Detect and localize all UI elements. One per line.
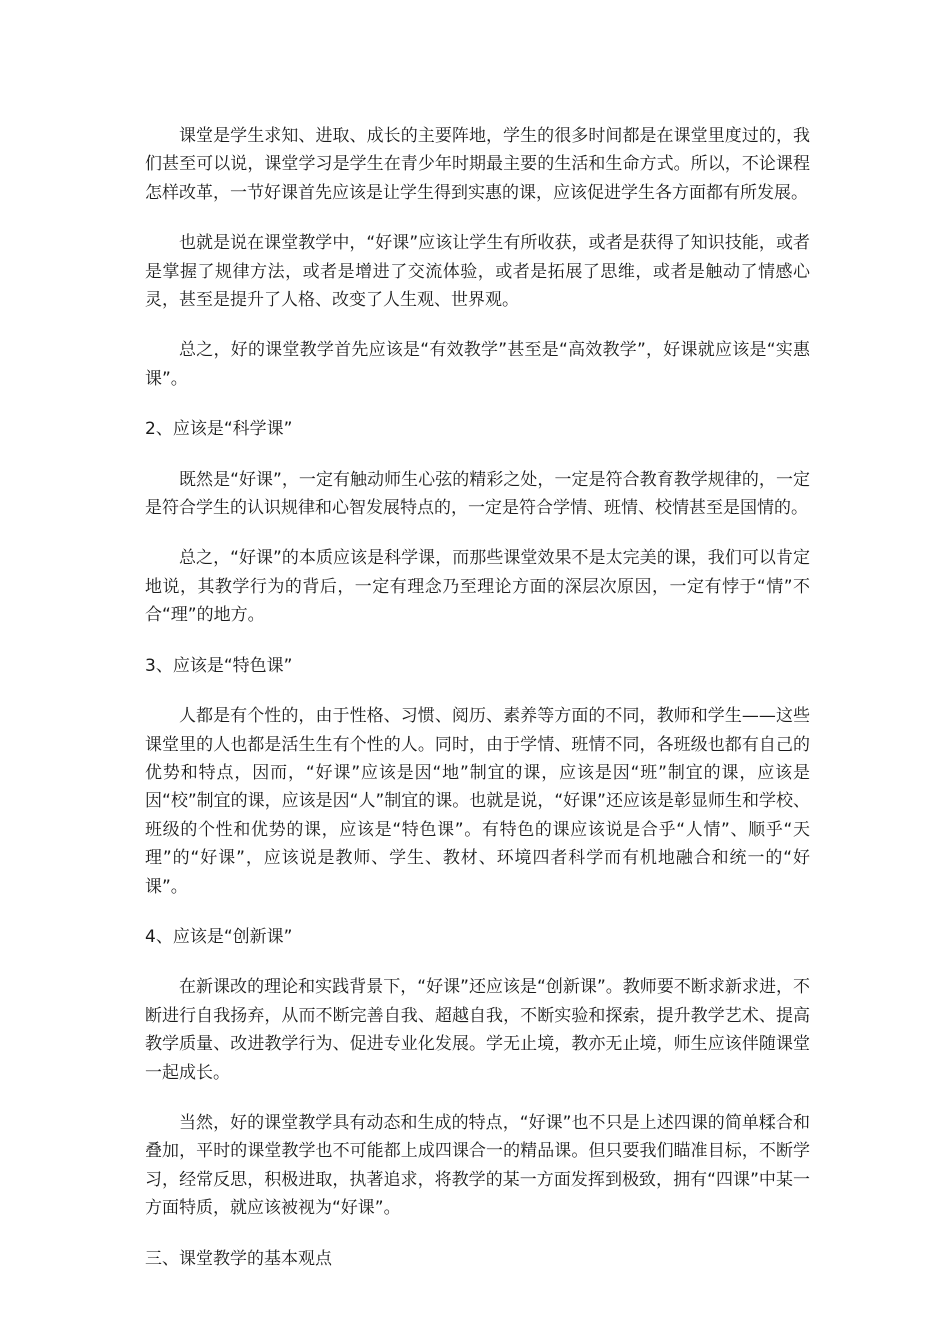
section-heading: 4、应该是“创新课” bbox=[145, 926, 293, 947]
paragraph: 既然是“好课”，一定有触动师生心弦的精彩之处，一定是符合教育教学规律的，一定是符合学生的认识规律和心智发展特点的，一定是符合学情、班情、校情甚至是国情的。 bbox=[145, 469, 810, 519]
paragraph: 人都是有个性的，由于性格、习惯、阅历、素养等方面的不同，教师和学生——这些课堂里的人也都是活生生有个性的人。同时，由于学情、班情不同，各班级也都有自己的优势和特点，因而，“好课”应该是因“地”制宜的课，应该是因“班”制宜的课，应该是因“校”制宜的课，应该是因“人”制宜的课。也就是说，“好课”还应该是彰显师生和学校、班级的个性和优势的课，应该是“特色课”。有特色的课应该说是合乎“人情”、顺乎“天理”的“好课”，应该说是教师、学生、教材、环境四者科学而有机地融合和统一的“好课”。 bbox=[145, 706, 810, 897]
section-heading: 三、课堂教学的基本观点 bbox=[145, 1248, 332, 1269]
paragraph: 也就是说在课堂教学中，“好课”应该让学生有所收获，或者是获得了知识技能，或者是掌握了规律方法，或者是增进了交流体验，或者是拓展了思维，或者是触动了情感心灵，甚至是提升了人格、改变了人生观、世界观。 bbox=[145, 233, 810, 311]
section-heading: 2、应该是“科学课” bbox=[145, 419, 293, 440]
paragraph: 总之，好的课堂教学首先应该是“有效教学”甚至是“高效教学”，好课就应该是“实惠课”。 bbox=[145, 340, 810, 389]
paragraph: 总之，“好课”的本质应该是科学课，而那些课堂效果不是太完美的课，我们可以肯定地说，其教学行为的背后，一定有理念乃至理论方面的深层次原因，一定有悖于“情”不合“理”的地方。 bbox=[145, 548, 810, 626]
paragraph: 课堂是学生求知、进取、成长的主要阵地，学生的很多时间都是在课堂里度过的，我们甚至可以说，课堂学习是学生在青少年时期最主要的生活和生命方式。所以，不论课程怎样改革，一节好课首先应该是让学生得到实惠的课，应该促进学生各方面都有所发展。 bbox=[145, 126, 810, 203]
section-heading: 3、应该是“特色课” bbox=[145, 655, 293, 676]
paragraph: 在新课改的理论和实践背景下，“好课”还应该是“创新课”。教师要不断求新求进，不断进行自我扬弃，从而不断完善自我、超越自我，不断实验和探索，提升教学艺术、提高教学质量、改进教学行为、促进专业化发展。学无止境，教亦无止境，师生应该伴随课堂一起成长。 bbox=[145, 977, 810, 1083]
paragraph: 当然，好的课堂教学具有动态和生成的特点，“好课”也不只是上述四课的简单糅合和叠加，平时的课堂教学也不可能都上成四课合一的精品课。但只要我们瞄准目标，不断学习，经常反思，积极进取，执著追求，将教学的某一方面发挥到极致，拥有“四课”中某一方面特质，就应该被视为“好课”。 bbox=[145, 1112, 810, 1219]
